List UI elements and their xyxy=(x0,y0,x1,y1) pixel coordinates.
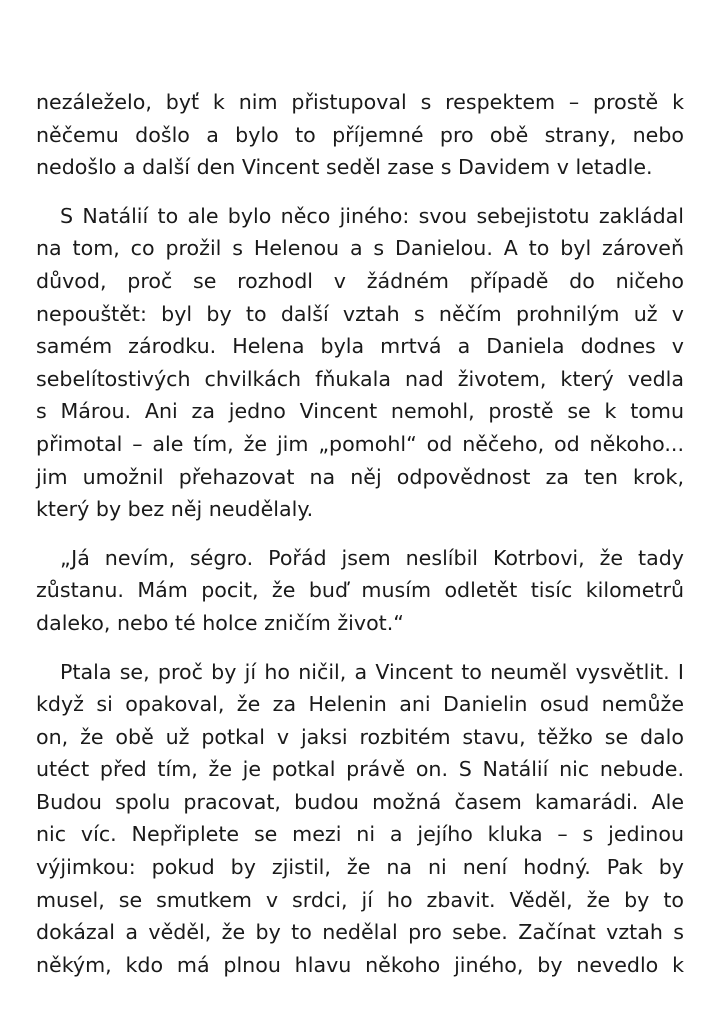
text-line: zůstanu. Mám pocit, že buď musím odletět tisíc kilometrů xyxy=(36,578,684,603)
paragraph xyxy=(36,200,684,526)
text-line: když si opakoval, že za Helenin ani Danielin osud nemůže xyxy=(36,692,684,717)
text-line: přimotal – ale tím, že jim „pomohl“ od něčeho, od někoho... xyxy=(36,431,684,456)
book-page xyxy=(36,86,684,997)
text-line: jim umožnil přehazovat na něj odpovědnost za ten krok, xyxy=(36,464,684,489)
text-line: dokázal a věděl, že by to nedělal pro sebe. Začínat vztah s xyxy=(36,920,684,945)
text-line: něčemu došlo a bylo to příjemné pro obě strany, nebo xyxy=(36,122,684,147)
text-line: S Natálií to ale bylo něco jiného: svou sebejistotu zakládal xyxy=(60,203,684,228)
text-line: nezáleželo, byť k nim přistupoval s respektem – prostě k xyxy=(36,90,684,114)
text-line: někým, kdo má plnou hlavu někoho jiného, by nevedlo k xyxy=(36,952,684,977)
text-line: utéct před tím, že je potkal právě on. S Natálií nic nebude. xyxy=(36,757,684,782)
text-line: důvod, proč se rozhodl v žádném případě do ničeho xyxy=(36,268,684,293)
text-line: který by bez něj neudělaly. xyxy=(36,497,314,522)
text-line: samém zárodku. Helena byla mrtvá a Daniela dodnes v xyxy=(36,334,684,359)
text-line: on, že obě už potkal v jaksi rozbitém stavu, těžko se dalo xyxy=(36,724,684,749)
text-line: výjimkou: pokud by zjistil, že na ni není hodný. Pak by xyxy=(36,855,684,880)
text-line: nepouštět: byl by to další vztah s něčím prohnilým už v xyxy=(36,301,684,326)
text-line: na tom, co prožil s Helenou a s Danielou. A to byl zároveň xyxy=(36,236,684,261)
text-line: sebelítostivých chvilkách fňukala nad životem, který vedla xyxy=(36,366,684,391)
text-line: daleko, nebo té holce zničím život.“ xyxy=(36,610,404,635)
text-line: „Já nevím, ségro. Pořád jsem neslíbil Kotrbovi, že tady xyxy=(60,545,684,570)
text-line: nedošlo a další den Vincent seděl zase s Davidem v letadle. xyxy=(36,155,653,180)
text-line: nic víc. Nepřiplete se mezi ni a jejího kluka – s jedinou xyxy=(36,822,684,847)
text-line: s Márou. Ani za jedno Vincent nemohl, prostě se k tomu xyxy=(36,399,684,424)
text-line: Budou spolu pracovat, budou možná časem kamarádi. Ale xyxy=(36,789,684,814)
paragraph xyxy=(36,542,684,640)
paragraph xyxy=(36,656,684,982)
paragraph xyxy=(36,86,684,184)
text-line: Ptala se, proč by jí ho ničil, a Vincent to neuměl vysvětlit. I xyxy=(60,659,684,684)
text-line: musel, se smutkem v srdci, jí ho zbavit. Věděl, že by to xyxy=(36,887,684,912)
